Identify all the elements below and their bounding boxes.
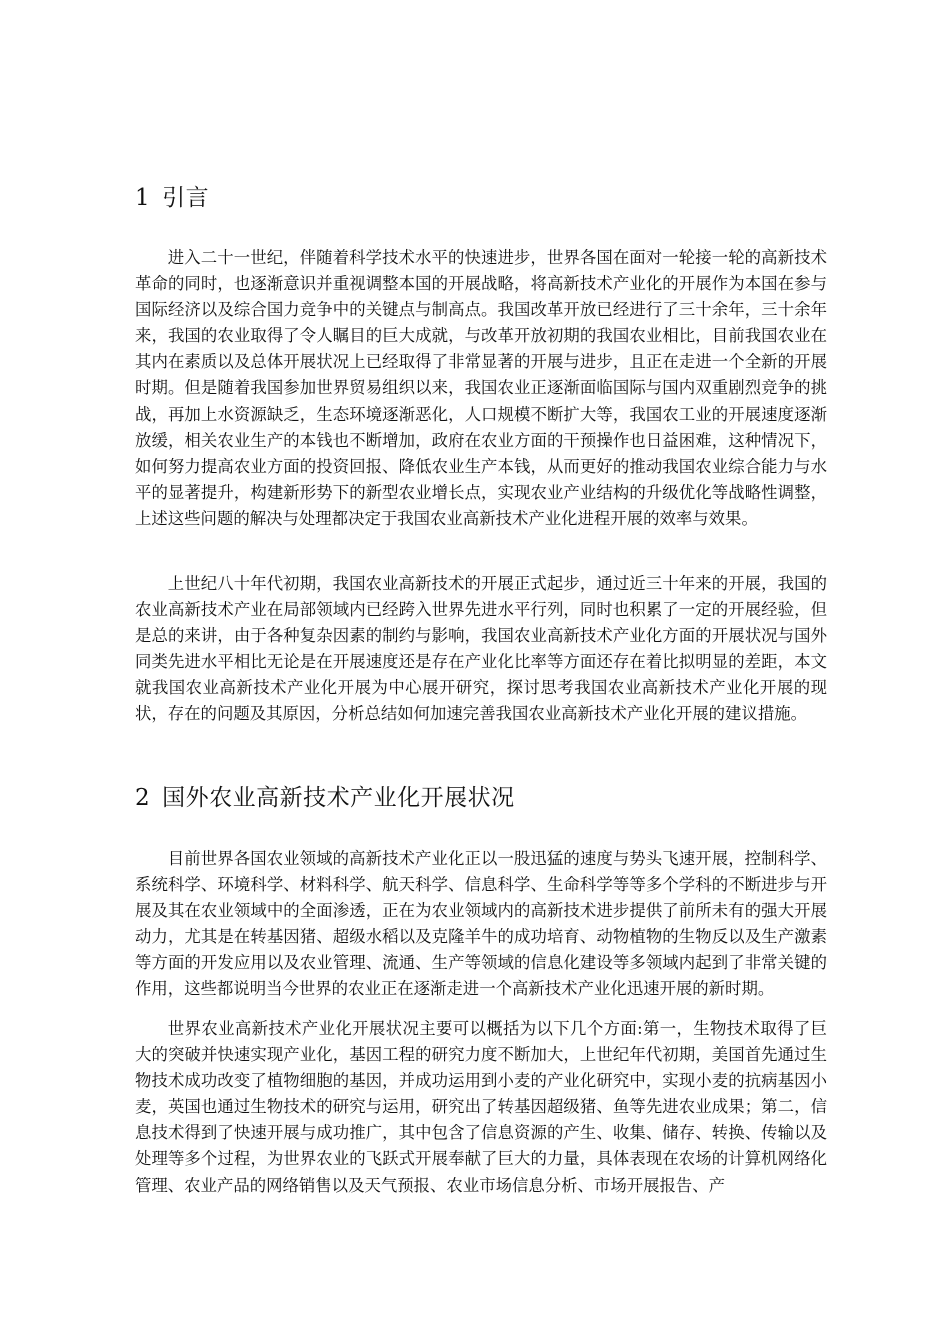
section-2-heading: [135, 783, 515, 813]
section-2-paragraph-1: 目前世界各国农业领域的高新技术产业化正以一股迅猛的速度与势头飞速开展，控制科学、系统科学、环境科学、材料科学、航天科学、信息科学、生命科学等等多个学科的不断进步与开展及其在农业领域中的全面渗透，正在为农业领域内的高新技术进步提供了前所未有的强大开展动力，尤其是在转基因猪、超级水稻以及克隆羊牛的成功培育、动物植物的生物反以及生产激素等方面的开发应用以及农业管理、流通、生产等领域的信息化建设等多领域内起到了非常关键的作用，这些都说明当今世界的农业正在逐渐走进一个高新技术产业化迅速开展的新时期。: [135, 849, 827, 999]
section-1-heading: [135, 183, 209, 213]
section-2-number: 2: [135, 785, 151, 811]
section-2-paragraph-2: 世界农业高新技术产业化开展状况主要可以概括为以下几个方面:第一，生物技术取得了巨大的突破并快速实现产业化，基因工程的研究力度不断加大，上世纪年代初期，美国首先通过生物技术成功改变了植物细胞的基因，并成功运用到小麦的产业化研究中，实现小麦的抗病基因小麦，英国也通过生物技术的研究与运用，研究出了转基因超级猪、鱼等先进农业成果；第二，信息技术得到了快速开展与成功推广，其中包含了信息资源的产生、收集、储存、转换、传输以及处理等多个过程，为世界农业的飞跃式开展奉献了巨大的力量，具体表现在农场的计算机网络化管理、农业产品的网络销售以及天气预报、农业市场信息分析、市场开展报告、产: [135, 1019, 827, 1195]
section-1-number: 1: [135, 185, 151, 211]
section-2-title: 国外农业高新技术产业化开展状况: [162, 785, 515, 811]
section-1-paragraph-1: 进入二十一世纪，伴随着科学技术水平的快速进步，世界各国在面对一轮接一轮的高新技术革命的同时，也逐渐意识并重视调整本国的开展战略，将高新技术产业化的开展作为本国在参与国际经济以及综合国力竞争中的关键点与制高点。我国改革开放已经进行了三十余年，三十余年来，我国的农业取得了令人瞩目的巨大成就，与改革开放初期的我国农业相比，目前我国农业在其内在素质以及总体开展状况上已经取得了非常显著的开展与进步，且正在走进一个全新的开展时期。但是随着我国参加世界贸易组织以来，我国农业正逐渐面临国际与国内双重剧烈竞争的挑战，再加上水资源缺乏，生态环境逐渐恶化，人口规模不断扩大等，我国农工业的开展速度逐渐放缓，相关农业生产的本钱也不断增加，政府在农业方面的干预操作也日益困难，这种情况下，如何努力提高农业方面的投资回报、降低农业生产本钱，从而更好的推动我国农业综合能力与水平的显著提升，构建新形势下的新型农业增长点，实现农业产业结构的升级优化等战略性调整，上述这些问题的解决与处理都决定于我国农业高新技术产业化进程开展的效率与效果。: [135, 248, 827, 528]
section-1-title: 引言: [162, 185, 210, 211]
section-1-paragraph-2: 上世纪八十年代初期，我国农业高新技术的开展正式起步，通过近三十年来的开展，我国的农业高新技术产业在局部领域内已经跨入世界先进水平行列，同时也积累了一定的开展经验，但是总的来讲，由于各种复杂因素的制约与影响，我国农业高新技术产业化方面的开展状况与国外同类先进水平相比无论是在开展速度还是存在产业化比率等方面还存在着比拟明显的差距，本文就我国农业高新技术产业化开展为中心展开研究，探讨思考我国农业高新技术产业化开展的现状，存在的问题及其原因，分析总结如何加速完善我国农业高新技术产业化开展的建议措施。: [135, 574, 827, 724]
